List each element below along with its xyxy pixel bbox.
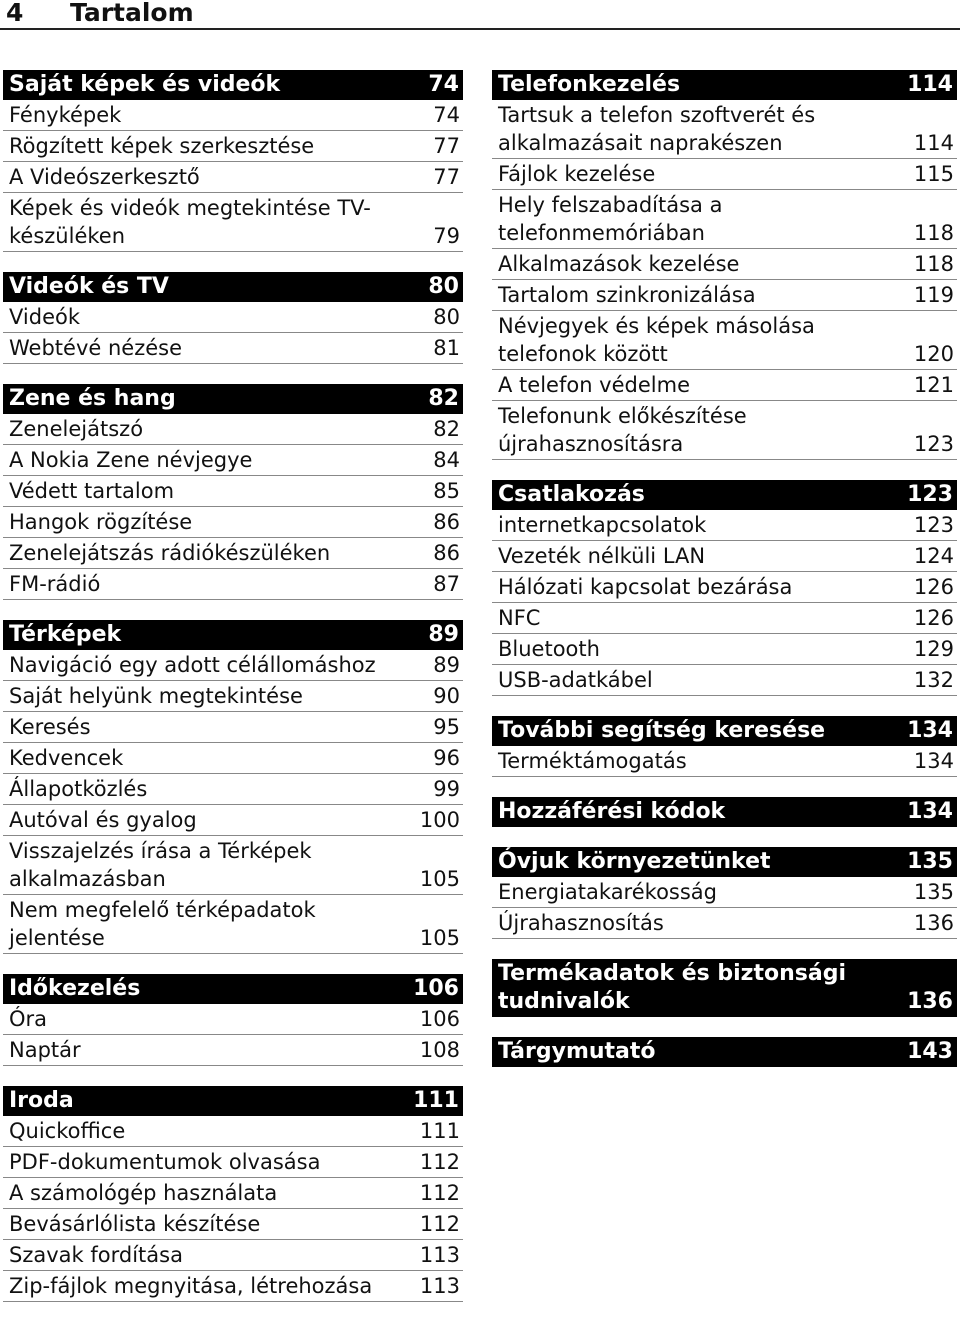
- section-heading[interactable]: [3, 974, 463, 1004]
- section-heading[interactable]: [492, 959, 957, 1017]
- toc-entry[interactable]: [492, 634, 957, 665]
- section-page-number: 114: [907, 72, 953, 97]
- section-heading[interactable]: [492, 70, 957, 100]
- toc-entry[interactable]: [3, 836, 463, 895]
- entry-page-number: 87: [433, 572, 460, 596]
- section-page-number: 106: [413, 976, 459, 1001]
- toc-entry[interactable]: [3, 681, 463, 712]
- entry-page-number: 90: [433, 684, 460, 708]
- toc-entry[interactable]: [492, 746, 957, 777]
- entry-page-number: 82: [433, 417, 460, 441]
- toc-entry[interactable]: [3, 1178, 463, 1209]
- entry-page-number: 114: [913, 131, 954, 155]
- section-page-number: 123: [907, 482, 953, 507]
- toc-entry[interactable]: [492, 908, 957, 939]
- entry-title: Visszajelzés írása a Térképek alkalmazásban: [9, 839, 312, 891]
- toc-entry[interactable]: [3, 805, 463, 836]
- entry-page-number: 112: [419, 1150, 460, 1174]
- entry-page-number: 77: [433, 165, 460, 189]
- toc-entry[interactable]: [3, 1035, 463, 1066]
- toc-entry[interactable]: [492, 401, 957, 460]
- entry-title: Hely felszabadítása a telefonmemóriában: [498, 193, 723, 245]
- toc-entry[interactable]: [492, 541, 957, 572]
- toc-entry[interactable]: [492, 249, 957, 280]
- section-title: Zene és hang: [9, 386, 176, 411]
- toc-entry[interactable]: [492, 603, 957, 634]
- entry-title: Autóval és gyalog: [9, 808, 197, 832]
- entry-title: Állapotközlés: [9, 777, 148, 801]
- section-heading[interactable]: [492, 847, 957, 877]
- entry-title: Quickoffice: [9, 1119, 126, 1143]
- section-title: Tárgymutató: [498, 1039, 656, 1064]
- entry-title: Kedvencek: [9, 746, 124, 770]
- entry-page-number: 80: [433, 305, 460, 329]
- toc-entry[interactable]: [492, 572, 957, 603]
- toc-entry[interactable]: [3, 538, 463, 569]
- toc-entry[interactable]: [3, 333, 463, 364]
- section-title: Telefonkezelés: [498, 72, 681, 97]
- section-page-number: 74: [428, 72, 459, 97]
- toc-entry[interactable]: [3, 569, 463, 600]
- section-page-number: 82: [428, 386, 459, 411]
- entry-page-number: 85: [433, 479, 460, 503]
- entry-page-number: 112: [419, 1212, 460, 1236]
- toc-section: [3, 272, 463, 364]
- entry-title: Tartalom szinkronizálása: [498, 283, 756, 307]
- entry-page-number: 126: [913, 575, 954, 599]
- section-page-number: 135: [907, 849, 953, 874]
- entry-title: A Nokia Zene névjegye: [9, 448, 253, 472]
- section-title: Videók és TV: [9, 274, 169, 299]
- entry-page-number: 113: [419, 1274, 460, 1298]
- entry-title: Tartsuk a telefon szoftverét és alkalmazásait naprakészen: [498, 103, 816, 155]
- toc-entry[interactable]: [3, 1116, 463, 1147]
- entry-title: internetkapcsolatok: [498, 513, 707, 537]
- entry-page-number: 100: [419, 808, 460, 832]
- entry-page-number: 86: [433, 510, 460, 534]
- entry-title: Zenelejátszás rádiókészüléken: [9, 541, 331, 565]
- toc-entry[interactable]: [3, 162, 463, 193]
- entry-page-number: 108: [419, 1038, 460, 1062]
- entry-page-number: 77: [433, 134, 460, 158]
- entry-page-number: 120: [913, 342, 954, 366]
- entry-title: Rögzített képek szerkesztése: [9, 134, 315, 158]
- entry-title: USB-adatkábel: [498, 668, 653, 692]
- entry-page-number: 121: [913, 373, 954, 397]
- toc-entry[interactable]: [3, 1240, 463, 1271]
- section-page-number: 89: [428, 622, 459, 647]
- entry-title: NFC: [498, 606, 541, 630]
- toc-entry[interactable]: [3, 507, 463, 538]
- entry-title: Szavak fordítása: [9, 1243, 183, 1267]
- toc-entry[interactable]: [492, 100, 957, 159]
- entry-page-number: 81: [433, 336, 460, 360]
- entry-page-number: 115: [913, 162, 954, 186]
- toc-entry[interactable]: [492, 280, 957, 311]
- entry-title: A telefon védelme: [498, 373, 690, 397]
- entry-title: PDF-dokumentumok olvasása: [9, 1150, 321, 1174]
- toc-section: [492, 1037, 957, 1067]
- entry-title: Képek és videók megtekintése TV-készüléken: [9, 196, 371, 248]
- entry-title: Fényképek: [9, 103, 122, 127]
- toc-section: [492, 716, 957, 777]
- entry-title: Nem megfelelő térképadatok jelentése: [9, 898, 316, 950]
- toc-entry[interactable]: [3, 302, 463, 333]
- section-title: Térképek: [9, 622, 122, 647]
- toc-section: [492, 480, 957, 696]
- entry-title: Telefonunk előkészítése újrahasznosításra: [498, 404, 747, 456]
- toc-section: [492, 797, 957, 827]
- entry-title: Zip-fájlok megnyitása, létrehozása: [9, 1274, 373, 1298]
- entry-title: Alkalmazások kezelése: [498, 252, 740, 276]
- toc-entry[interactable]: [3, 100, 463, 131]
- toc-section: [3, 384, 463, 600]
- toc-entry[interactable]: [3, 650, 463, 681]
- toc-section: [3, 70, 463, 252]
- entry-title: Óra: [9, 1007, 48, 1031]
- toc-entry[interactable]: [3, 1147, 463, 1178]
- entry-page-number: 132: [913, 668, 954, 692]
- entry-page-number: 118: [913, 221, 954, 245]
- entry-title: Videók: [9, 305, 80, 329]
- section-heading[interactable]: [492, 716, 957, 746]
- entry-page-number: 135: [913, 880, 954, 904]
- toc-entry[interactable]: [3, 476, 463, 507]
- toc-entry[interactable]: [492, 877, 957, 908]
- toc-entry[interactable]: [492, 665, 957, 696]
- toc-entry[interactable]: [3, 131, 463, 162]
- section-page-number: 111: [413, 1088, 459, 1113]
- entry-page-number: 105: [419, 926, 460, 950]
- toc-entry[interactable]: [3, 1209, 463, 1240]
- entry-page-number: 112: [419, 1181, 460, 1205]
- entry-title: Zenelejátszó: [9, 417, 144, 441]
- entry-title: Fájlok kezelése: [498, 162, 656, 186]
- entry-page-number: 95: [433, 715, 460, 739]
- section-heading[interactable]: [3, 1086, 463, 1116]
- toc-entry[interactable]: [3, 193, 463, 252]
- entry-page-number: 74: [433, 103, 460, 127]
- toc-section: [492, 847, 957, 939]
- entry-page-number: 113: [419, 1243, 460, 1267]
- toc-entry[interactable]: [3, 743, 463, 774]
- toc-entry[interactable]: [3, 712, 463, 743]
- entry-title: Névjegyek és képek másolása telefonok között: [498, 314, 815, 366]
- entry-title: Vezeték nélküli LAN: [498, 544, 706, 568]
- page-title: Tartalom: [70, 0, 194, 27]
- entry-page-number: 96: [433, 746, 460, 770]
- entry-page-number: 106: [419, 1007, 460, 1031]
- entry-title: Újrahasznosítás: [498, 911, 664, 935]
- entry-page-number: 126: [913, 606, 954, 630]
- entry-page-number: 123: [913, 432, 954, 456]
- entry-page-number: 119: [913, 283, 954, 307]
- section-heading[interactable]: [3, 620, 463, 650]
- entry-title: Navigáció egy adott célállomáshoz: [9, 653, 376, 677]
- section-page-number: 143: [907, 1039, 953, 1064]
- entry-title: Saját helyünk megtekintése: [9, 684, 303, 708]
- entry-title: FM-rádió: [9, 572, 101, 596]
- section-title: Iroda: [9, 1088, 74, 1113]
- section-heading[interactable]: [492, 797, 957, 827]
- toc-entry[interactable]: [3, 414, 463, 445]
- section-heading[interactable]: [3, 272, 463, 302]
- entry-page-number: 134: [913, 749, 954, 773]
- section-title: Hozzáférési kódok: [498, 799, 726, 824]
- section-title: Saját képek és videók: [9, 72, 281, 97]
- section-page-number: 136: [907, 989, 953, 1014]
- section-heading[interactable]: [3, 70, 463, 100]
- section-title: Csatlakozás: [498, 482, 645, 507]
- entry-page-number: 124: [913, 544, 954, 568]
- entry-page-number: 123: [913, 513, 954, 537]
- entry-page-number: 86: [433, 541, 460, 565]
- toc-section: [3, 1086, 463, 1302]
- section-heading[interactable]: [492, 1037, 957, 1067]
- entry-title: Védett tartalom: [9, 479, 175, 503]
- toc-entry[interactable]: [492, 370, 957, 401]
- section-title: Időkezelés: [9, 976, 141, 1001]
- toc-section: [492, 70, 957, 460]
- toc-section: [3, 620, 463, 954]
- entry-title: Naptár: [9, 1038, 81, 1062]
- section-heading[interactable]: [492, 480, 957, 510]
- section-page-number: 134: [907, 799, 953, 824]
- entry-title: Bluetooth: [498, 637, 600, 661]
- entry-page-number: 84: [433, 448, 460, 472]
- entry-page-number: 129: [913, 637, 954, 661]
- page-number: 4: [6, 0, 24, 27]
- section-title: Óvjuk környezetünket: [498, 849, 771, 874]
- entry-page-number: 136: [913, 911, 954, 935]
- entry-title: Terméktámogatás: [498, 749, 687, 773]
- entry-title: A számológép használata: [9, 1181, 278, 1205]
- section-title: További segítség keresése: [498, 718, 826, 743]
- entry-title: A Videószerkesztő: [9, 165, 200, 189]
- entry-title: Bevásárlólista készítése: [9, 1212, 261, 1236]
- toc-entry[interactable]: [492, 159, 957, 190]
- toc-entry[interactable]: [492, 190, 957, 249]
- section-page-number: 134: [907, 718, 953, 743]
- entry-page-number: 89: [433, 653, 460, 677]
- toc-right-column: [492, 70, 957, 1087]
- entry-title: Energiatakarékosság: [498, 880, 717, 904]
- toc-section: [492, 959, 957, 1017]
- toc-left-column: [3, 70, 463, 1322]
- entry-page-number: 105: [419, 867, 460, 891]
- toc-section: [3, 974, 463, 1066]
- entry-title: Hangok rögzítése: [9, 510, 193, 534]
- entry-title: Keresés: [9, 715, 91, 739]
- section-page-number: 80: [428, 274, 459, 299]
- entry-page-number: 79: [433, 224, 460, 248]
- entry-page-number: 118: [913, 252, 954, 276]
- toc-entry[interactable]: [3, 1004, 463, 1035]
- section-heading[interactable]: [3, 384, 463, 414]
- entry-page-number: 99: [433, 777, 460, 801]
- toc-entry[interactable]: [3, 774, 463, 805]
- toc-entry[interactable]: [3, 1271, 463, 1302]
- entry-title: Webtévé nézése: [9, 336, 182, 360]
- toc-entry[interactable]: [492, 510, 957, 541]
- toc-entry[interactable]: [3, 895, 463, 954]
- toc-entry[interactable]: [492, 311, 957, 370]
- entry-page-number: 111: [419, 1119, 460, 1143]
- page-header: [0, 0, 960, 30]
- toc-entry[interactable]: [3, 445, 463, 476]
- section-title: Termékadatok és biztonsági tudnivalók: [498, 961, 846, 1014]
- entry-title: Hálózati kapcsolat bezárása: [498, 575, 793, 599]
